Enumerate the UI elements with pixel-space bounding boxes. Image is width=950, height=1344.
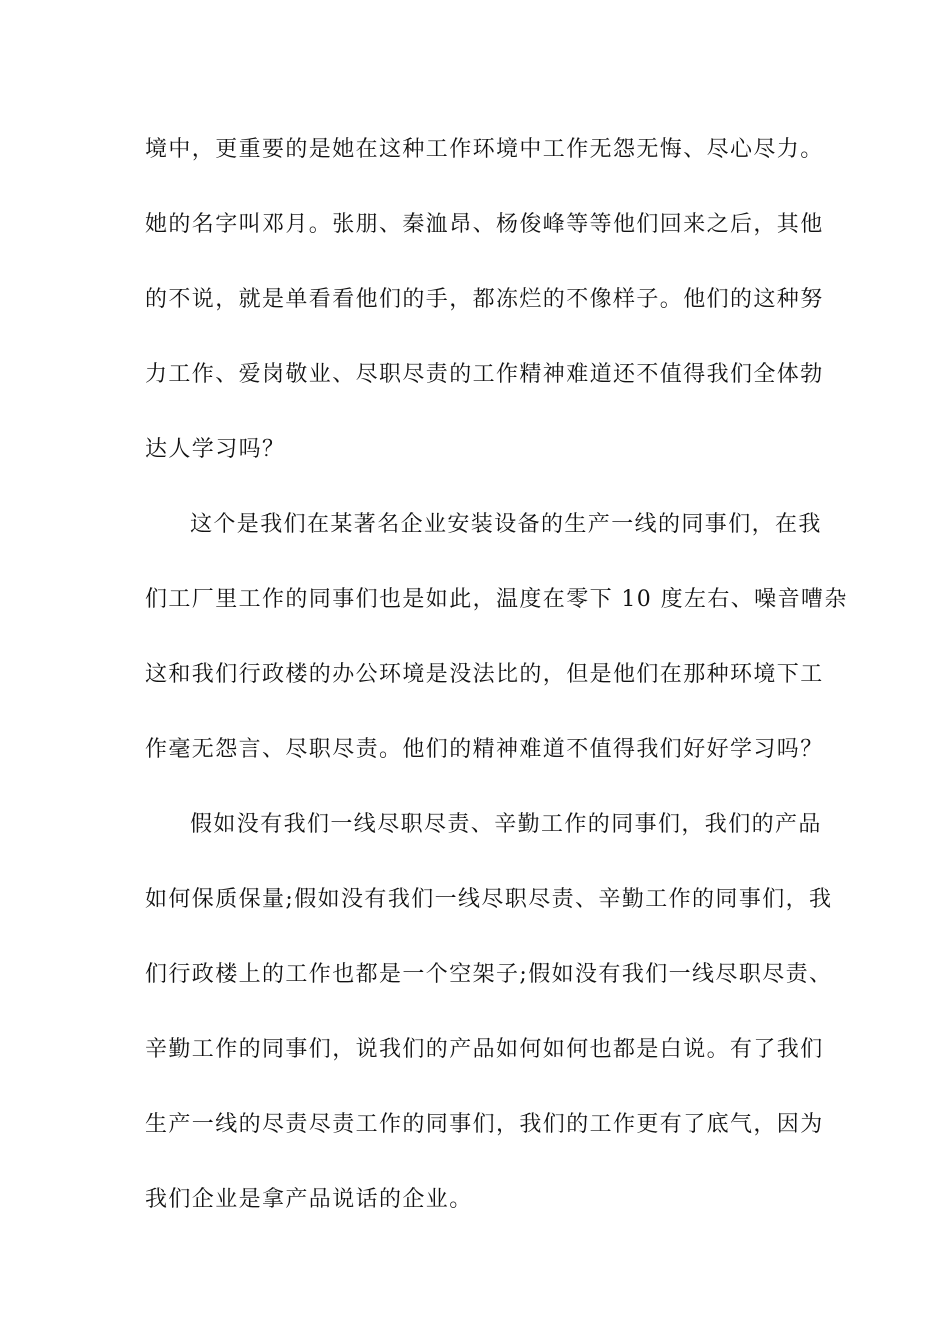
- text-line: 们行政楼上的工作也都是一个空架子;假如没有我们一线尽职尽责、: [145, 962, 833, 987]
- paragraph-first-line: 假如没有我们一线尽职尽责、辛勤工作的同事们，我们的产品: [190, 812, 822, 837]
- text-line: 达人学习吗？: [145, 437, 286, 462]
- text-line: 境中，更重要的是她在这种工作环境中工作无怨无悔、尽心尽力。: [145, 137, 824, 162]
- text-line: 如何保质保量;假如没有我们一线尽职尽责、辛勤工作的同事们，我: [145, 887, 833, 912]
- text-line: 的不说，就是单看看他们的手，都冻烂的不像样子。他们的这种努: [145, 287, 824, 312]
- text-line: 辛勤工作的同事们，说我们的产品如何如何也都是白说。有了我们: [145, 1037, 824, 1062]
- text-line: 这和我们行政楼的办公环境是没法比的，但是他们在那种环境下工: [145, 662, 824, 687]
- text-line: 我们企业是拿产品说话的企业。: [145, 1187, 473, 1212]
- text-line: 力工作、爱岗敬业、尽职尽责的工作精神难道还不值得我们全体勃: [145, 362, 824, 387]
- text-line: 们工厂里工作的同事们也是如此，温度在零下 10 度左右、噪音嘈杂: [145, 587, 848, 612]
- text-line: 作毫无怨言、尽职尽责。他们的精神难道不值得我们好好学习吗？: [145, 737, 824, 762]
- text-line: 她的名字叫邓月。张朋、秦洫昂、杨俊峰等等他们回来之后，其他: [145, 212, 824, 237]
- text-line: 生产一线的尽责尽责工作的同事们，我们的工作更有了底气，因为: [145, 1112, 824, 1137]
- paragraph-first-line: 这个是我们在某著名企业安装设备的生产一线的同事们，在我: [190, 512, 822, 537]
